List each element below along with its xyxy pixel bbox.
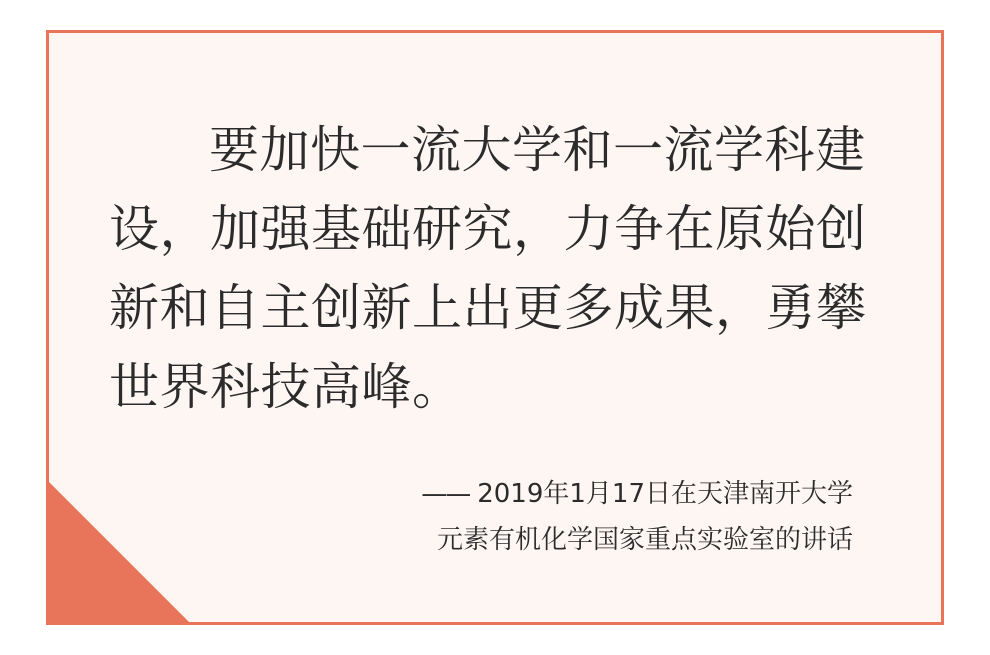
- quote-card: [46, 30, 944, 625]
- em-dash: ——: [421, 479, 470, 509]
- attribution-block: [233, 471, 853, 563]
- quote-line: 世界科技高峰。: [109, 358, 463, 416]
- attribution-line-secondary: 元素有机化学国家重点实验室的讲话: [436, 525, 853, 555]
- attribution-line-primary: [233, 471, 853, 517]
- attribution-source-date: 2019年1月17日在天津南开大学: [477, 479, 853, 509]
- quote-line: 要加快一流大学和一流学科建: [209, 121, 866, 179]
- quote-text-block: [109, 111, 899, 427]
- quote-line: 新和自主创新上出更多成果，勇攀: [109, 279, 867, 337]
- quote-line: 设，加强基础研究，力争在原始创: [109, 200, 867, 258]
